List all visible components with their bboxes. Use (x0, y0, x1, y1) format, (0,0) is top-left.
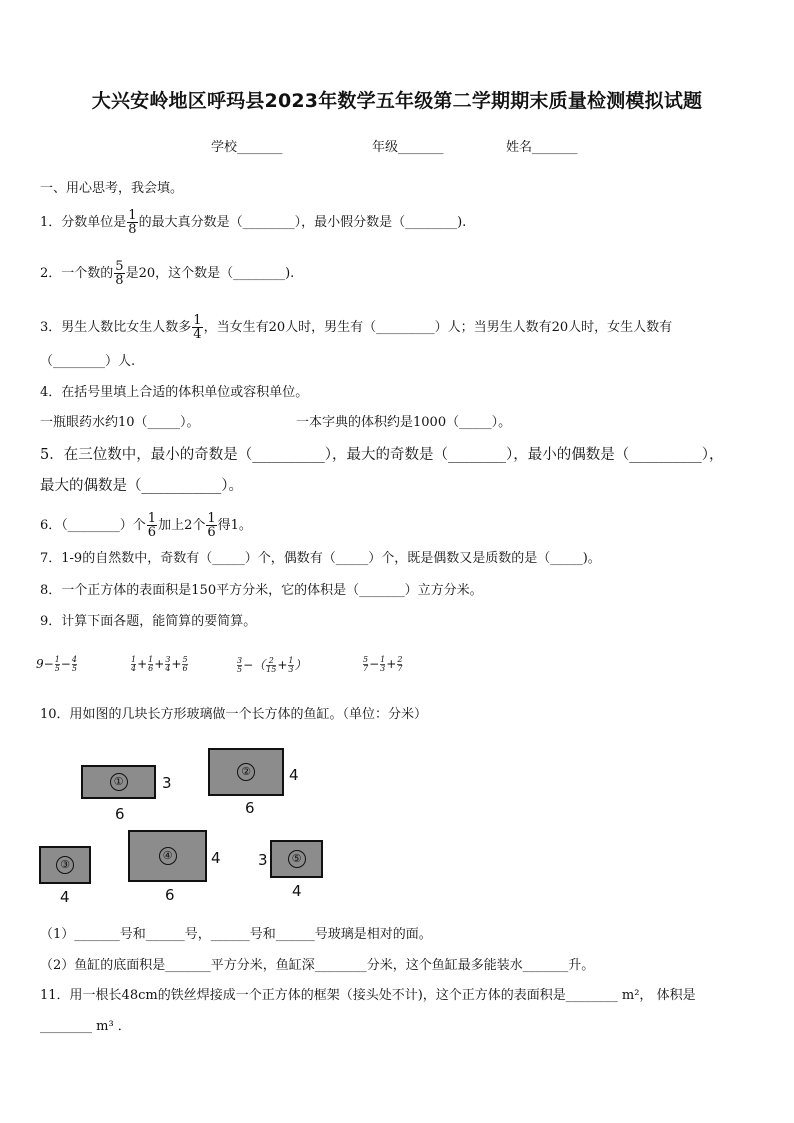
glass-label-4: ④ (159, 847, 177, 865)
question-11: 11．用一根长48cm的铁丝焊接成一个正方体的框架（接头处不计)，这个正方体的表面积是________ m²， 体积是 (40, 988, 696, 1003)
q9-e4-frac2: $\frac{1}{3}$ (380, 655, 386, 673)
glass-panel-3 (39, 846, 91, 884)
q1-text-b: 的最大真分数是（________），最小假分数是（________). (138, 215, 467, 230)
q10-part-1: （1）_______号和______号，______号和______号玻璃是相对的面。 (40, 927, 432, 942)
glass-label-2: ② (237, 763, 255, 781)
q9-e3-frac3: $\frac{1}{3}$ (288, 656, 294, 674)
q9-e3-frac2: $\frac{2}{15}$ (266, 656, 277, 674)
q9-e2-op2: + (154, 657, 165, 671)
question-1 (40, 209, 466, 236)
q9-e4-frac1: $\frac{5}{7}$ (363, 655, 369, 673)
glass-label-5: ⑤ (288, 850, 306, 868)
q2-fraction: $\frac{5}{8}$ (115, 259, 124, 288)
glass-5-width: 4 (292, 882, 302, 900)
glass-4-width: 6 (165, 886, 175, 904)
glass-4-height: 4 (211, 849, 221, 867)
q9-e2-frac2: $\frac{1}{6}$ (148, 655, 154, 673)
glass-panel-1 (81, 765, 156, 799)
question-6 (40, 512, 252, 539)
q9-e1-op: − (60, 657, 71, 671)
question-4: 4．在括号里填上合适的体积单位或容积单位。 (40, 385, 309, 400)
q2-text-b: 是20，这个数是（________). (125, 266, 295, 281)
glass-1-width: 6 (115, 805, 125, 823)
section-heading: 一、用心思考，我会填。 (40, 181, 184, 196)
q6-text-c: 得1。 (217, 518, 252, 533)
q1-fraction: $\frac{1}{8}$ (128, 208, 137, 237)
glass-2-width: 6 (245, 799, 255, 817)
q9-expression-4 (362, 656, 403, 673)
q2-text-a: 2．一个数的 (40, 266, 114, 281)
name-field[interactable]: 姓名_______ (506, 140, 578, 155)
glass-panel-4 (128, 830, 207, 882)
glass-panel-5 (270, 840, 323, 878)
q6-text-a: 6．（________）个 (40, 518, 146, 533)
q9-expression-2 (130, 656, 189, 673)
glass-5-height: 3 (258, 851, 268, 869)
q11-text-b: ________ m³ ． (40, 1019, 131, 1034)
q9-e4-op2: + (386, 657, 397, 671)
q6-fraction-1: $\frac{1}{6}$ (147, 511, 157, 540)
question-9: 9．计算下面各题，能简算的要简算。 (40, 614, 257, 629)
q9-e4-op1: − (369, 657, 380, 671)
q5-text-b: 最大的偶数是（___________）。 (40, 478, 243, 494)
q9-e2-op3: + (171, 657, 182, 671)
q9-e1-frac1: $\frac{1}{5}$ (54, 655, 60, 673)
glass-label-1: ① (110, 773, 128, 791)
question-7: 7．1-9的自然数中，奇数有（_____）个，偶数有（_____）个，既是偶数又是质数的是（_____)。 (40, 551, 601, 566)
glass-label-3: ③ (56, 856, 74, 874)
question-10: 10．用如图的几块长方形玻璃做一个长方体的鱼缸。（单位：分米） (40, 707, 428, 722)
school-field[interactable]: 学校_______ (211, 140, 283, 155)
q3-text-b: ，当女生有20人时，男生有（_________）人；当男生人数有20人时，女生人数有 (203, 320, 673, 335)
q1-text-a: 1．分数单位是 (40, 215, 127, 230)
q9-e1-prefix: 9− (36, 657, 54, 671)
q9-e2-frac1: $\frac{1}{4}$ (131, 655, 137, 673)
q9-e3-frac1: $\frac{3}{5}$ (237, 656, 243, 674)
q9-expression-3 (236, 656, 307, 674)
glass-1-height: 3 (162, 774, 172, 792)
q9-e2-op1: + (137, 657, 148, 671)
question-3 (40, 314, 672, 341)
q9-e2-frac4: $\frac{5}{6}$ (182, 655, 188, 673)
q4-item-a: 一瓶眼药水约10（_____）。 (40, 415, 200, 430)
q9-e2-frac3: $\frac{3}{4}$ (165, 655, 171, 673)
question-8: 8．一个正方体的表面积是150平方分米，它的体积是（_______）立方分米。 (40, 583, 483, 598)
q9-e3-op: −（ (243, 658, 266, 672)
page-title: 大兴安岭地区呼玛县2023年数学五年级第二学期期末质量检测模拟试题 (91, 90, 703, 112)
q9-e3-op2: + (277, 658, 288, 672)
q9-e4-frac3: $\frac{2}{7}$ (397, 655, 403, 673)
q9-expression-1 (36, 656, 78, 673)
glass-panel-2 (208, 748, 284, 796)
question-5: 5．在三位数中，最小的奇数是（__________），最大的奇数是（________），最小的偶数是（__________）， (40, 447, 724, 463)
q6-text-b: 加上2个 (158, 518, 206, 533)
glass-3-width: 4 (60, 888, 70, 906)
q9-e3-close: ） (294, 658, 307, 672)
q3-text-c: （________）人. (40, 354, 136, 369)
q3-text-a: 3．男生人数比女生人数多 (40, 320, 192, 335)
glass-2-height: 4 (289, 766, 299, 784)
q6-fraction-2: $\frac{1}{6}$ (207, 511, 216, 540)
q9-e1-frac2: $\frac{4}{5}$ (71, 655, 77, 673)
q10-part-2: （2）鱼缸的底面积是_______平方分米，鱼缸深________分米，这个鱼缸最多能装水_______升。 (40, 958, 595, 973)
q4-item-b: 一本字典的体积约是1000（_____）。 (296, 415, 512, 430)
grade-field[interactable]: 年级_______ (372, 140, 444, 155)
q3-fraction: $\frac{1}{4}$ (193, 313, 202, 342)
question-2 (40, 260, 294, 287)
